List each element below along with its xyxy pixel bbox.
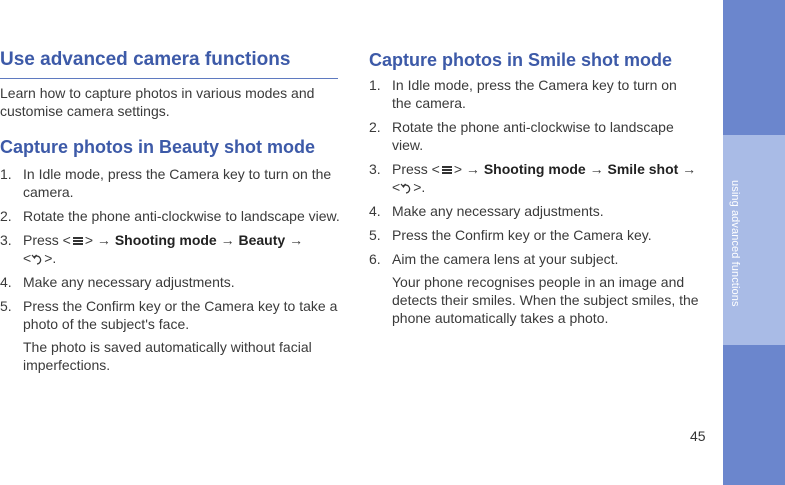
step-text: Rotate the phone anti-clockwise to landscape view. [392,119,674,153]
step-item [369,226,699,244]
step-text: Press the Confirm key or the Camera key. [392,227,652,243]
intro-paragraph: Learn how to capture photos in various modes and customise camera settings. [0,85,315,119]
page-number: 45 [690,428,706,444]
step-text: Make any necessary adjustments. [23,274,235,290]
smile-section-title: Capture photos in Smile shot mode [369,50,673,70]
step-end: >. [413,179,426,195]
step-text: Make any necessary adjustments. [392,203,604,219]
step-text: Rotate the phone anti-clockwise to landscape view. [23,208,340,224]
step-lt: < [392,179,401,195]
step-item [0,231,340,267]
step-item [369,160,699,196]
menu-shooting-mode: Shooting mode [114,232,217,248]
step-number: 4. [0,274,12,290]
step-number: 5. [369,227,381,243]
step-press-text: Press < [23,232,71,248]
step-number: 6. [369,251,381,267]
menu-key-icon [441,164,453,176]
menu-smile-shot: Smile shot [607,161,679,177]
back-key-icon [400,182,413,195]
step-number: 1. [0,166,12,182]
left-column [0,48,340,380]
step-arrow: → [585,161,608,177]
step-number: 2. [0,208,12,224]
step-item [369,250,699,327]
step-item [0,273,340,291]
step-number: 3. [369,161,381,177]
step-arrow-text: > → [84,232,115,248]
step-text: In Idle mode, press the Camera key to turn on the camera. [23,166,332,200]
step-number: 2. [369,119,381,135]
step-number: 1. [369,77,381,93]
side-tab-label-text: using advanced functions [729,180,741,307]
step-arrow: → [216,232,239,248]
menu-key-icon [72,235,84,247]
step-lt: < [23,250,32,266]
step-note: The photo is saved automatically without facial imperfections. [23,339,312,373]
beauty-steps [0,165,340,374]
step-text: Press the Confirm key or the Camera key to take a photo of the subject's face. [23,298,338,332]
step-item [0,165,340,201]
step-arrow-text: > → [453,161,484,177]
title-rule [0,78,338,79]
page-title: Use advanced camera functions [0,49,291,70]
beauty-section-title: Capture photos in Beauty shot mode [0,137,316,157]
step-text: Aim the camera lens at your subject. [392,251,619,267]
step-arrow: → [285,232,304,248]
step-item [0,297,340,374]
step-note: Your phone recognises people in an image and detects their smiles. When the subject smiles, the phone automatically takes a photo. [392,274,699,326]
step-number: 3. [0,232,12,248]
menu-shooting-mode: Shooting mode [483,161,586,177]
step-item [369,118,699,154]
back-key-icon [31,253,44,266]
step-end: >. [44,250,57,266]
smile-steps [369,76,699,327]
step-item [0,207,340,225]
menu-beauty: Beauty [238,232,286,248]
right-column [369,48,699,333]
step-press-text: Press < [392,161,440,177]
step-item [369,202,699,220]
step-item [369,76,699,112]
step-text: In Idle mode, press the Camera key to turn on the camera. [392,77,677,111]
step-number: 4. [369,203,381,219]
step-arrow: → [678,161,697,177]
step-number: 5. [0,298,12,314]
